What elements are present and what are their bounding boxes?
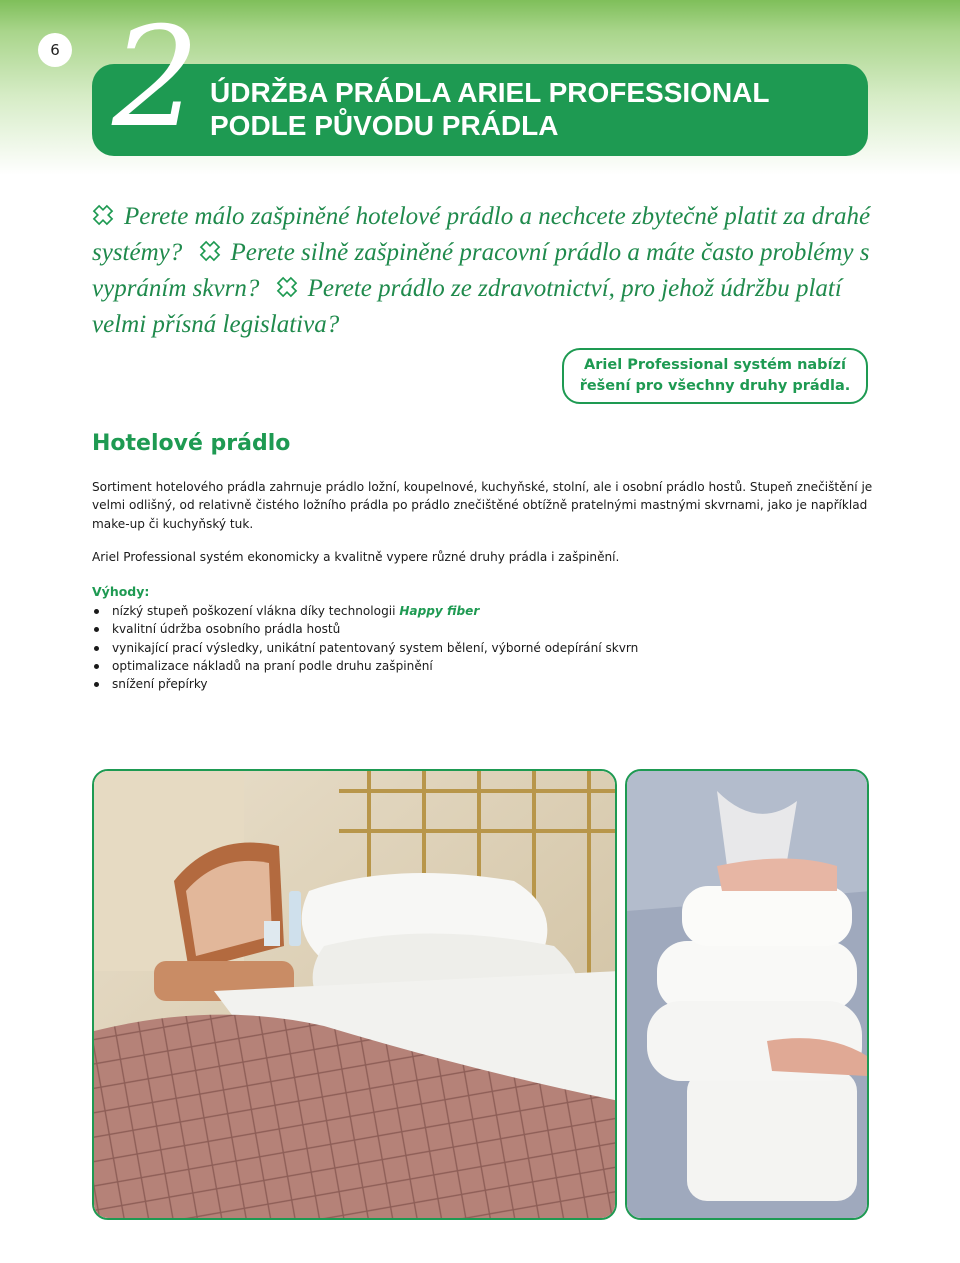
section-title: Hotelové prádlo <box>92 431 291 456</box>
green-cross-icon <box>276 276 298 298</box>
intro-questions <box>92 199 882 343</box>
callout-text: Ariel Professional systém nabízí řešení pro všechny druhy prádla. <box>579 357 851 394</box>
chapter-number: 2 <box>112 0 196 158</box>
section-paragraph-1: Sortiment hotelového prádla zahrnuje prádlo ložní, koupelnové, kuchyňské, stolní, ale i osobní prádlo hostů. Stupeň znečištění je velmi odlišný, od relativně čistého ložního prádla po prádlo znečištěné obtížně pratelnými mastnými skvrnami, jako je například make-up či kuchyňský tuk. <box>92 480 873 531</box>
towels-illustration <box>627 771 869 1220</box>
advantages-heading: Výhody: <box>92 584 150 599</box>
hotel-bed-photo <box>92 769 617 1220</box>
list-item: optimalizace nákladů na praní podle druhu zašpinění <box>92 657 792 675</box>
intro-question-1: Perete málo zašpiněné hotelové prádlo a nechcete zbytečně platit za drahé systémy? <box>92 203 871 266</box>
callout-box <box>562 348 868 404</box>
brand-name: Happy fiber <box>399 604 480 618</box>
page-number: 6 <box>38 33 72 67</box>
green-cross-icon <box>199 240 221 262</box>
hotel-bed-illustration <box>94 771 617 1220</box>
list-item: snížení přepírky <box>92 675 792 693</box>
chapter-title-line1: ÚDRŽBA PRÁDLA ARIEL PROFESSIONAL <box>210 77 770 108</box>
section-paragraph-2: Ariel Professional systém ekonomicky a kvalitně vypere různé druhy prádla i zašpinění. <box>92 550 620 564</box>
list-item: vynikající prací výsledky, unikátní patentovaný system bělení, výborné odepírání skvrn <box>92 639 792 657</box>
intro-question-2: Perete silně zašpiněné pracovní prádlo a máte často problémy s vypráním skvrn? <box>92 239 870 302</box>
green-cross-icon <box>92 204 114 226</box>
intro-question-3: Perete prádlo ze zdravotnictví, pro jehož údržbu platí velmi přísná legislativa? <box>92 275 842 338</box>
chapter-title-line2: PODLE PŮVODU PRÁDLA <box>210 110 559 141</box>
advantages-list <box>92 602 792 693</box>
towels-photo <box>625 769 869 1220</box>
list-item: nízký stupeň poškození vlákna díky technologii Happy fiber <box>92 602 792 620</box>
list-item: kvalitní údržba osobního prádla hostů <box>92 620 792 638</box>
chapter-title <box>210 76 850 142</box>
